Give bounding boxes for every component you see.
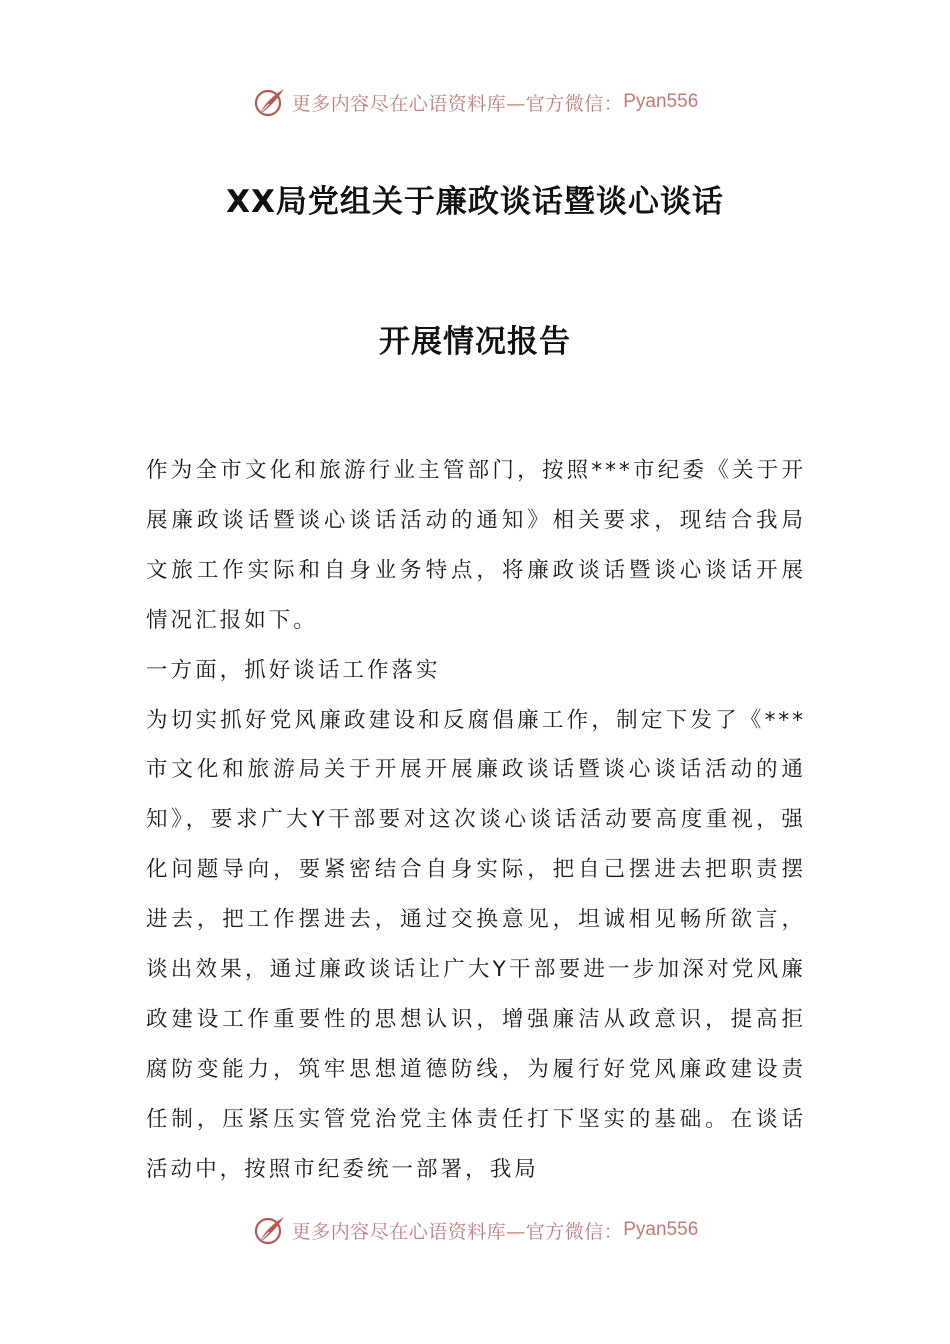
- paragraph-intro: 作为全市文化和旅游行业主管部门，按照***市纪委《关于开展廉政谈话暨谈心谈话活动的通知》相关要求，现结合我局文旅工作实际和自身业务特点，将廉政谈话暨谈心谈话开展情况汇报如下。: [146, 458, 806, 633]
- watermark-footer: [0, 1210, 950, 1250]
- section-heading: 一方面，抓好谈话工作落实: [146, 657, 441, 683]
- document-title-line1: XX局党组关于廉政谈话暨谈心谈话: [226, 184, 724, 220]
- quill-logo-icon: [252, 1212, 288, 1248]
- watermark-header: [0, 82, 950, 122]
- document-title-line2: 开展情况报告: [379, 324, 571, 360]
- document-body: [146, 446, 806, 1195]
- quill-logo-icon: [252, 84, 288, 120]
- watermark-handle: Pyan556: [623, 91, 699, 112]
- paragraph-main: 为切实抓好党风廉政建设和反腐倡廉工作，制定下发了《***市文化和旅游局关于开展开展廉政谈话暨谈心谈话活动的通知》，要求广大Y干部要对这次谈心谈话活动要高度重视，强化问题导向，要紧密结合自身实际，把自己摆进去把职责摆进去，把工作摆进去，通过交换意见，坦诚相见畅所欲言，谈出效果，通过廉政谈话让广大Y干部要进一步加深对党风廉政建设工作重要性的思想认识，增强廉洁从政意识，提高拒腐防变能力，筑牢思想道德防线，为履行好党风廉政建设责任制，压紧压实管党治党主体责任打下坚实的基础。在谈话活动中，按照市纪委统一部署，我局: [146, 707, 806, 1182]
- watermark-handle: Pyan556: [623, 1219, 699, 1240]
- watermark-text: 更多内容尽在心语资料库—官方微信：: [291, 92, 624, 115]
- watermark-text: 更多内容尽在心语资料库—官方微信：: [291, 1220, 624, 1243]
